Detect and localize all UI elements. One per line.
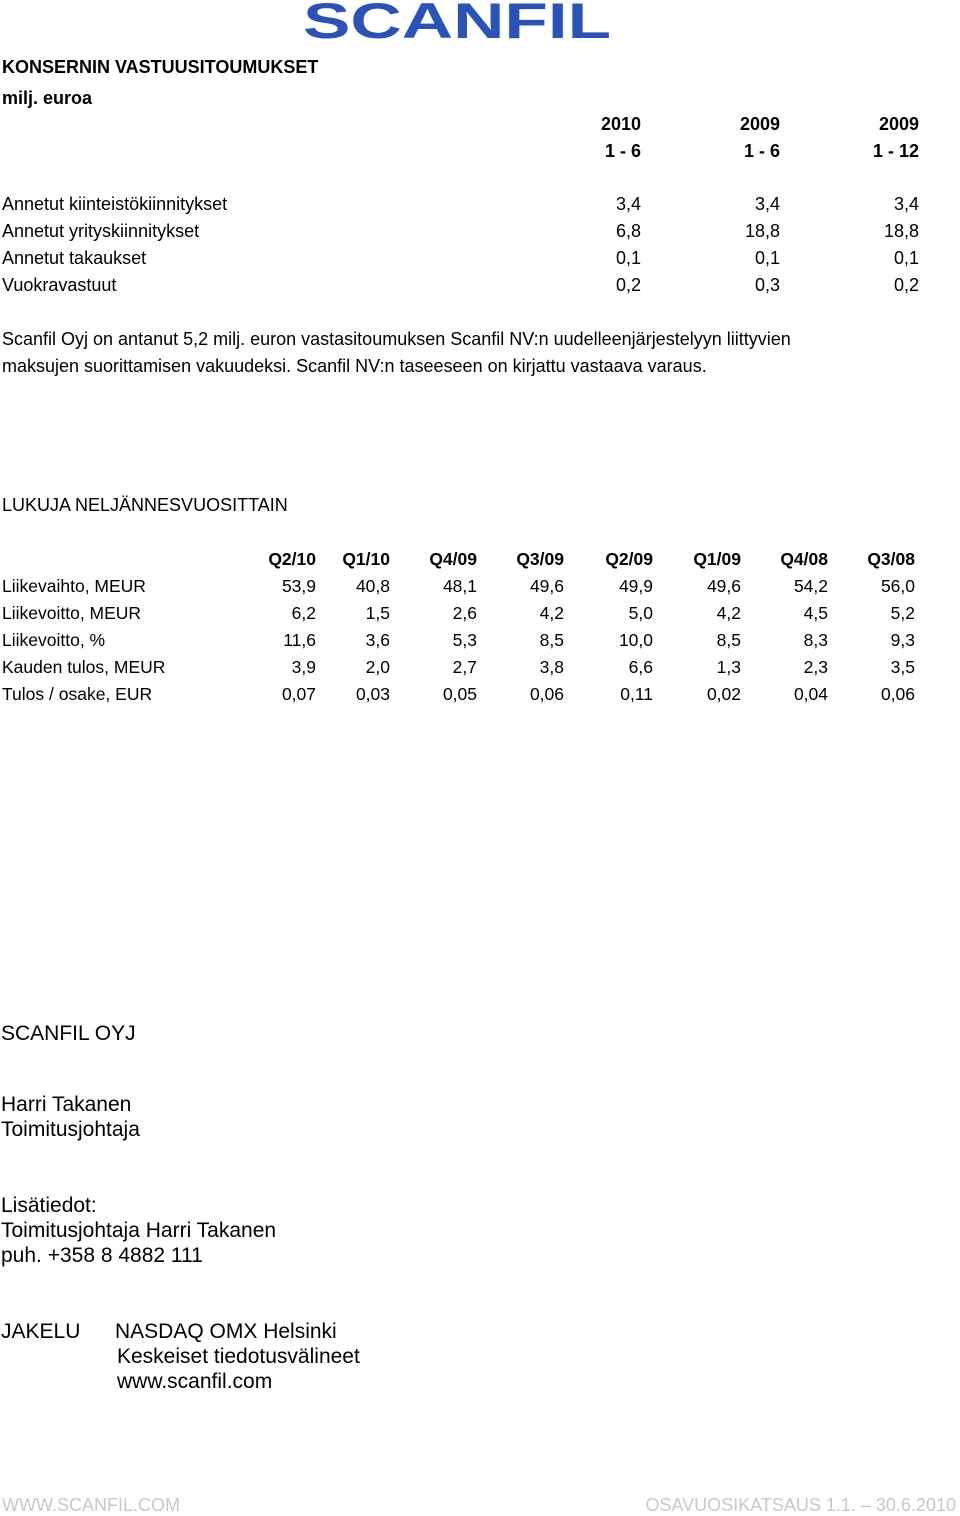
quarter-value: 6,6: [628, 657, 653, 677]
row-value: 0,3: [754, 275, 780, 295]
quarter-header: Q3/08: [867, 549, 915, 569]
row-value: 3,4: [893, 194, 919, 214]
distribution-line-3[interactable]: www.scanfil.com: [117, 1370, 273, 1393]
note-line-1: Scanfil Oyj on antanut 5,2 milj. euron vastasitoumuksen Scanfil NV:n uudelleenjärjestelyyn liittyvien: [2, 329, 791, 349]
quarter-value: 0,04: [793, 684, 828, 704]
quarter-value: 10,0: [618, 630, 653, 650]
quarter-value: 2,0: [365, 657, 390, 677]
column-period: 1 - 6: [743, 141, 780, 161]
quarter-value: 49,6: [706, 576, 741, 596]
quarter-value: 53,9: [281, 576, 316, 596]
quarter-value: 0,06: [880, 684, 915, 704]
quarter-header: Q1/09: [693, 549, 741, 569]
quarter-value: 4,2: [716, 603, 741, 623]
quarter-value: 40,8: [355, 576, 390, 596]
row-label: Vuokravastuut: [2, 275, 117, 295]
info-contact: Toimitusjohtaja Harri Takanen: [1, 1219, 277, 1242]
row-value: 3,4: [754, 194, 780, 214]
row-value: 3,4: [615, 194, 641, 214]
quarterly-title: LUKUJA NELJÄNNESVUOSITTAIN: [2, 495, 288, 515]
column-period: 1 - 6: [604, 141, 641, 161]
quarter-value: 2,3: [803, 657, 828, 677]
quarter-value: 48,1: [442, 576, 477, 596]
quarter-value: 11,6: [283, 630, 316, 650]
phone-number: puh. +358 8 4882 111: [1, 1244, 203, 1267]
quarter-value: 49,9: [618, 576, 653, 596]
quarter-value: 8,5: [716, 630, 741, 650]
row-label: Annetut kiinteistökiinnitykset: [2, 194, 228, 214]
quarter-value: 54,2: [793, 576, 828, 596]
quarter-value: 1,3: [716, 657, 741, 677]
row-value: 0,2: [615, 275, 641, 295]
unit-label: milj. euroa: [2, 88, 93, 108]
quarter-value: 3,5: [890, 657, 915, 677]
row-label: Annetut takaukset: [2, 248, 147, 268]
info-label: Lisätiedot:: [1, 1194, 97, 1217]
quarter-value: 8,3: [803, 630, 828, 650]
quarter-value: 56,0: [880, 576, 915, 596]
quarter-value: 6,2: [291, 603, 316, 623]
row-value: 0,1: [754, 248, 780, 268]
distribution-line-2: Keskeiset tiedotusvälineet: [117, 1345, 360, 1368]
quarter-value: 5,2: [890, 603, 915, 623]
column-year: 2009: [739, 114, 780, 134]
row-value: 18,8: [883, 221, 919, 241]
signer-role: Toimitusjohtaja: [1, 1118, 140, 1141]
quarter-value: 2,6: [452, 603, 477, 623]
row-value: 6,8: [615, 221, 641, 241]
row-label: Annetut yrityskiinnitykset: [2, 221, 200, 241]
quarter-row-label: Liikevaihto, MEUR: [2, 576, 146, 596]
quarter-row-label: Liikevoitto, %: [2, 630, 106, 650]
quarter-value: 8,5: [539, 630, 564, 650]
quarter-value: 49,6: [529, 576, 564, 596]
quarter-value: 0,03: [355, 684, 390, 704]
quarter-value: 3,9: [291, 657, 316, 677]
svg-text:SCANFIL: SCANFIL: [303, 0, 611, 42]
quarter-header: Q4/09: [429, 549, 477, 569]
quarter-value: 0,07: [281, 684, 316, 704]
row-value: 0,1: [615, 248, 641, 268]
distribution-label: JAKELU: [1, 1320, 81, 1343]
quarter-value: 0,02: [706, 684, 741, 704]
quarter-row-label: Liikevoitto, MEUR: [2, 603, 142, 623]
commitments-title: KONSERNIN VASTUUSITOUMUKSET: [2, 57, 319, 77]
note-line-2: maksujen suorittamisen vakuudeksi. Scanfil NV:n taseeseen on kirjattu vastaava varaus.: [2, 356, 707, 376]
quarter-value: 9,3: [890, 630, 915, 650]
quarter-value: 0,11: [620, 684, 653, 704]
row-value: 0,2: [893, 275, 919, 295]
quarter-row-label: Tulos / osake, EUR: [2, 684, 153, 704]
quarter-value: 4,2: [539, 603, 564, 623]
quarter-value: 5,0: [628, 603, 653, 623]
quarter-header: Q3/09: [516, 549, 564, 569]
quarter-header: Q4/08: [780, 549, 828, 569]
row-value: 0,1: [893, 248, 919, 268]
column-year: 2010: [600, 114, 641, 134]
quarter-value: 3,8: [539, 657, 564, 677]
signer-name: Harri Takanen: [1, 1093, 132, 1116]
scanfil-logo: [303, 0, 613, 42]
company-name: SCANFIL OYJ: [1, 1022, 136, 1045]
footer-website[interactable]: WWW.SCANFIL.COM: [2, 1495, 180, 1515]
quarter-value: 5,3: [452, 630, 477, 650]
quarter-value: 2,7: [452, 657, 477, 677]
column-year: 2009: [878, 114, 919, 134]
quarter-value: 0,06: [529, 684, 564, 704]
quarter-header: Q2/09: [605, 549, 653, 569]
row-value: 18,8: [744, 221, 780, 241]
column-period: 1 - 12: [872, 141, 919, 161]
footer-report-title: OSAVUOSIKATSAUS 1.1. – 30.6.2010: [645, 1495, 956, 1515]
quarter-header: Q2/10: [268, 549, 316, 569]
quarter-value: 4,5: [803, 603, 828, 623]
quarter-value: 1,5: [365, 603, 390, 623]
distribution-line-1: NASDAQ OMX Helsinki: [115, 1320, 337, 1343]
quarter-row-label: Kauden tulos, MEUR: [2, 657, 166, 677]
quarter-value: 3,6: [365, 630, 390, 650]
quarter-value: 0,05: [442, 684, 477, 704]
quarter-header: Q1/10: [342, 549, 390, 569]
